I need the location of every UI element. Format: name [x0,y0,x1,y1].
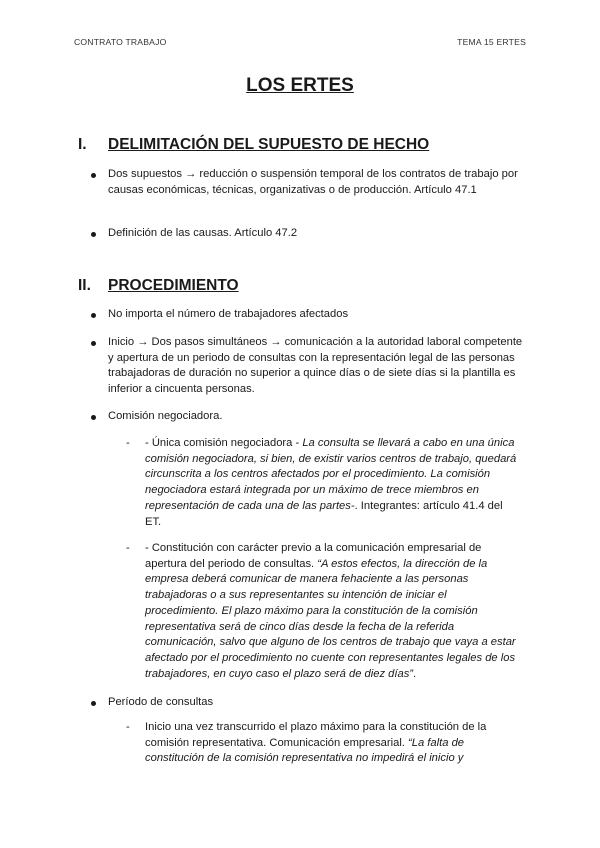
list-item: No importa el número de trabajadores afectados [108,307,528,323]
quote-text: “La falta de constitución de la comisión representativa no impedirá el inicio y [145,736,465,765]
section-heading-1 [78,136,429,154]
section-title: PROCEDIMIENTO [108,277,239,294]
header-left: CONTRATO TRABAJO [74,37,167,47]
section-number: II. [78,277,91,294]
sub-item-text: - Constitución con carácter previo a la comunicación empresarial de apertura del periodo de consultas. [145,542,482,570]
sub-item-text: Inicio una vez transcurrido el plazo máximo para la constitución de la comisión representativa. Comunicación empresarial. [145,721,487,749]
list-item: Período de consultas [108,695,528,711]
sub-item-text: - Única comisión negociadora - [145,437,303,449]
quote-text: “A estos efectos, la dirección de la empresa deberá comunicar de manera fehaciente a las personas trabajadoras o a sus representantes su intención de iniciar el procedimiento. El plazo máximo para la constitución de la comisión representativa será de cinco días desde la fecha de la referida comunicación, salvo que alguno de los centros de trabajo que vaya a estar afectado por el procedimiento no cuente con representantes legales de los trabajadores, en cuyo caso el plazo será de diez días” [145,557,516,680]
header-right: TEMA 15 ERTES [457,37,526,47]
sub-list-item [145,436,521,530]
sub-list-item [145,720,521,767]
sub-list-item [145,541,521,682]
sub-item-text: . Integrantes: artículo 41.4 del ET. [145,499,503,528]
list-item: Inicio → Dos pasos simultáneos → comunicación a la autoridad laboral competente y apertura de un periodo de consultas con la representación legal de las personas trabajadoras de duración no superior a quince días o de siete días si la plantilla es inferior a cincuenta personas. [108,335,528,398]
section-title: DELIMITACIÓN DEL SUPUESTO DE HECHO [108,136,430,153]
list-item: Comisión negociadora. [108,409,528,425]
sub-item-text: . [413,667,417,680]
section-number: I. [78,136,87,153]
list-item: Definición de las causas. Artículo 47.2 [108,226,528,242]
page-title: LOS ERTES [246,75,354,96]
quote-text: La consulta se llevará a cabo en una única comisión negociadora, si bien, de existir varios centros de trabajo, quedará circunscrita a los centros afectados por el procedimiento. La comisión negociadora estará integrada por un máximo de trece miembros en representación de cada una de las partes- [145,437,517,512]
section-heading-2 [78,277,239,295]
list-item: Dos supuestos → reducción o suspensión temporal de los contratos de trabajo por causas económicas, técnicas, organizativas o de producción. Artículo 47.1 [108,167,528,198]
